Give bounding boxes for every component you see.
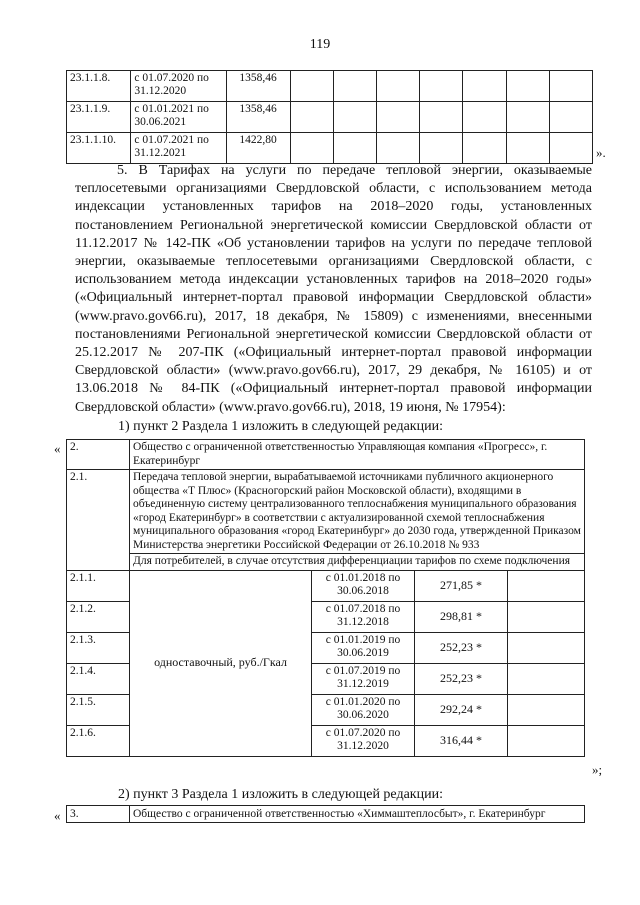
empty-cell [508,632,585,663]
empty-cell [420,71,463,102]
subitem-1: 1) пункт 2 Раздела 1 изложить в следующей редакции: [118,419,443,434]
empty-cell [508,570,585,601]
org-name: Общество с ограниченной ответственностью «Химмаштеплосбыт», г. Екатеринбург [130,806,585,823]
empty-cell [463,102,506,133]
row-number: 2. [67,440,130,470]
row-period: с 01.01.2021 по 30.06.2021 [131,102,226,133]
tariff-type: одноставочный, руб./Гкал [130,570,312,756]
empty-cell [508,663,585,694]
row-value: 252,23 * [415,663,508,694]
row-number: 3. [67,806,130,823]
empty-cell [549,102,592,133]
empty-cell [463,133,506,164]
table-row [67,440,585,470]
empty-cell [506,71,549,102]
amendment-paragraph [75,162,592,417]
empty-cell [420,102,463,133]
empty-cell [549,71,592,102]
row-value: 1358,46 [226,71,290,102]
row-number: 2.1.2. [67,601,130,632]
paragraph-text: 5. В Тарифах на услуги по передаче тепловой энергии, оказываемые теплосетевыми организациями Свердловской области, с использованием метода индексации установленных тарифов на 2018–2020 годы, установленных постановлением Региональной энергетической комиссии Свердловской области от 11.12.2017 № 142-ПК «Об установлении тарифов на услуги по передаче тепловой энергии, оказываемые теплосетевыми организациями Свердловской области, с использованием метода индексации установленных тарифов на 2018–2020 годы» («Официальный интернет-портал правовой информации Свердловской области» (www.pravo.gov66.ru), 2017, 18 декабря, № 15809) с изменениями, внесенными постановлениями Региональной энергетической комиссии Свердловской области от 25.12.2017 № 207-ПК («Официальный интернет-портал правовой информации Свердловской области» (www.pravo.gov66.ru), 2017, 29 декабря, № 16105) и от 13.06.2018 № 84-ПК («Официальный интернет-портал правовой информации Свердловской области» (www.pravo.gov66.ru), 2018, 19 июня, № 17954): [75,163,592,415]
row-number: 2.1.6. [67,725,130,756]
empty-cell [333,102,376,133]
row-value: 252,23 * [415,632,508,663]
closing-quote-top: ». [596,145,606,160]
row-value: 298,81 * [415,601,508,632]
empty-cell [420,133,463,164]
row-value: 1358,46 [226,102,290,133]
table-row [67,806,585,823]
row-period: с 01.07.2021 по 31.12.2021 [131,133,226,164]
tariff-table-top [66,70,593,164]
row-period: с 01.01.2018 по 30.06.2018 [312,570,415,601]
empty-cell [290,71,333,102]
empty-cell [549,133,592,164]
page-number: 119 [309,37,331,52]
table-row [67,570,585,601]
table-row [67,554,585,571]
subitem-2: 2) пункт 3 Раздела 1 изложить в следующей редакции: [118,787,443,802]
empty-cell [290,133,333,164]
row-value: 292,24 * [415,694,508,725]
row-period: с 01.07.2020 по 31.12.2020 [131,71,226,102]
empty-cell [508,601,585,632]
row-number: 2.1.5. [67,694,130,725]
empty-cell [508,725,585,756]
consumers-note: Для потребителей, в случае отсутствия дифференциации тарифов по схеме подключения [130,554,585,571]
empty-cell [506,133,549,164]
empty-cell [376,102,419,133]
opening-quote: « [54,441,61,456]
row-period: с 01.01.2020 по 30.06.2020 [312,694,415,725]
row-value: 1422,80 [226,133,290,164]
org-name: Общество с ограниченной ответственностью Управляющая компания «Прогресс», г. Екатеринбург [130,440,585,470]
row-number: 2.1. [67,470,130,571]
empty-cell [333,71,376,102]
empty-cell [290,102,333,133]
empty-cell [506,102,549,133]
row-period: с 01.01.2019 по 30.06.2019 [312,632,415,663]
table-row [67,71,593,102]
tariff-table-progress [66,439,585,757]
row-number: 2.1.1. [67,570,130,601]
row-value: 316,44 * [415,725,508,756]
empty-cell [463,71,506,102]
table-row [67,133,593,164]
row-period: с 01.07.2019 по 31.12.2019 [312,663,415,694]
row-period: с 01.07.2018 по 31.12.2018 [312,601,415,632]
closing-quote-mid: »; [592,762,603,777]
empty-cell [333,133,376,164]
tariff-table-khimmash [66,805,585,823]
row-number: 23.1.1.8. [67,71,131,102]
opening-quote: « [54,808,61,823]
row-value: 271,85 * [415,570,508,601]
row-number: 2.1.3. [67,632,130,663]
row-number: 23.1.1.10. [67,133,131,164]
empty-cell [376,133,419,164]
service-description: Передача тепловой энергии, вырабатываемой источниками публичного акционерного общества «Т Плюс» (Красногорский район Московской области), входящими в объединенную систему централизованного теплоснабжения муниципального образования «город Екатеринбург» в соответствии с актуализированной схемой теплоснабжения муниципального образования «город Екатеринбург» до 2030 года, утвержденной Приказом Министерства энергетики Российской Федерации от 26.10.2018 № 933 [130,470,585,554]
empty-cell [508,694,585,725]
table-row [67,102,593,133]
row-number: 2.1.4. [67,663,130,694]
empty-cell [376,71,419,102]
table-row [67,470,585,554]
row-period: с 01.07.2020 по 31.12.2020 [312,725,415,756]
row-number: 23.1.1.9. [67,102,131,133]
